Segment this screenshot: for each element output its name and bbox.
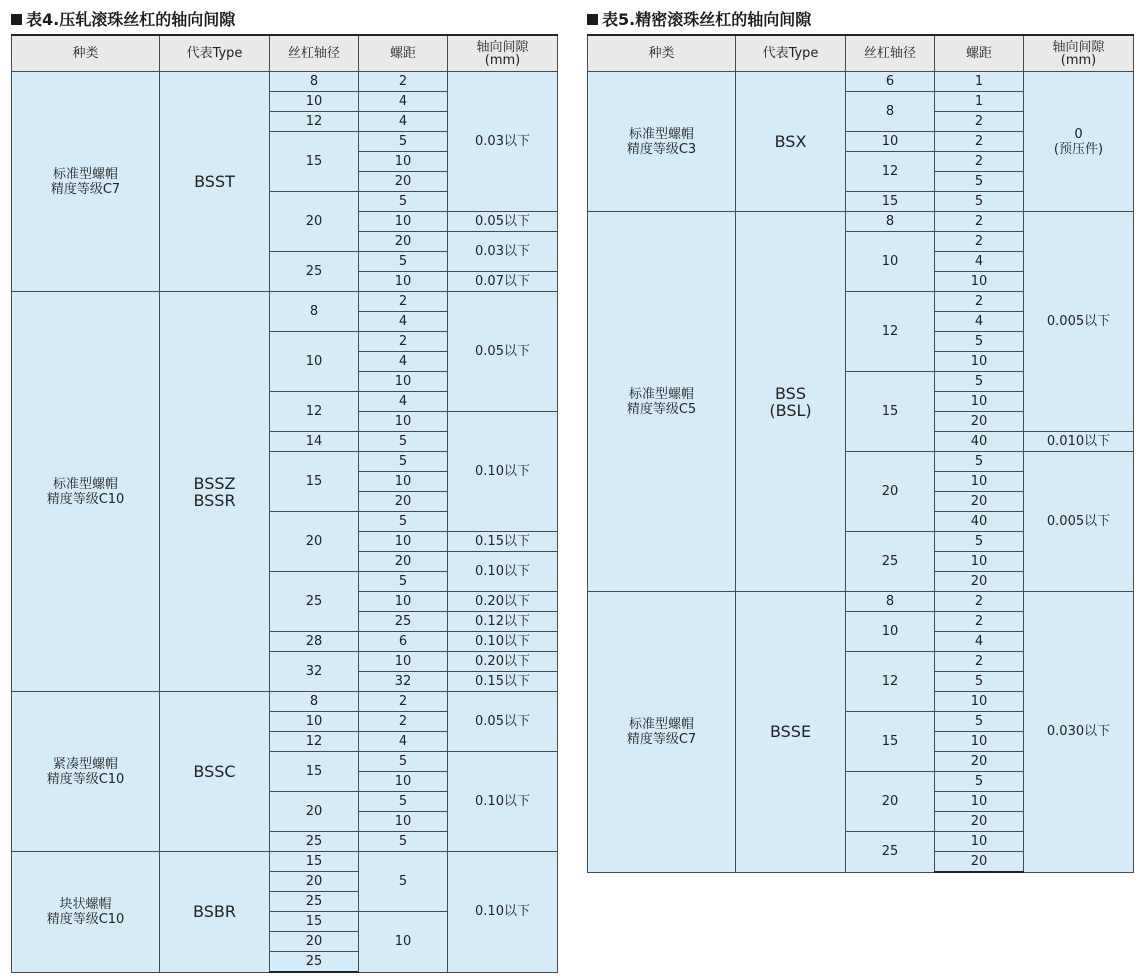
pitch-cell: 5 — [935, 772, 1024, 792]
pitch-cell: 5 — [359, 432, 448, 452]
clearance-cell: 0.07以下 — [448, 272, 558, 292]
header-type: 代表Type — [736, 35, 846, 72]
diameter-cell: 10 — [270, 92, 359, 112]
pitch-cell: 40 — [935, 512, 1024, 532]
table-4-title — [11, 8, 558, 34]
kind-line-1: 标准型螺帽 — [52, 166, 118, 182]
diameter-cell: 25 — [270, 572, 359, 632]
clearance-cell — [1024, 72, 1134, 212]
kind-line-1: 标准型螺帽 — [628, 386, 694, 402]
pitch-cell: 4 — [359, 352, 448, 372]
pitch-cell: 6 — [359, 632, 448, 652]
diameter-cell: 15 — [270, 132, 359, 192]
pitch-cell: 10 — [935, 552, 1024, 572]
pitch-cell: 20 — [359, 232, 448, 252]
diameter-cell: 12 — [846, 292, 935, 372]
clearance-cell: 0.03以下 — [448, 72, 558, 212]
pitch-cell: 4 — [935, 252, 1024, 272]
diameter-cell: 20 — [846, 452, 935, 532]
pitch-cell: 5 — [359, 132, 448, 152]
pitch-cell: 10 — [359, 212, 448, 232]
table-row — [12, 72, 558, 92]
pitch-cell: 25 — [359, 612, 448, 632]
pitch-cell: 5 — [935, 172, 1024, 192]
type-line-1: BSX — [774, 132, 807, 151]
kind-line-2: 精度等级C7 — [626, 731, 697, 747]
pitch-cell: 2 — [935, 652, 1024, 672]
header-clearance-unit: (mm) — [1060, 52, 1097, 68]
pitch-cell: 4 — [359, 312, 448, 332]
pitch-cell: 5 — [359, 792, 448, 812]
diameter-cell: 25 — [270, 832, 359, 852]
clearance-cell: 0.010以下 — [1024, 432, 1134, 452]
diameter-cell: 10 — [270, 332, 359, 392]
header-diameter: 丝杠轴径 — [846, 35, 935, 72]
diameter-cell: 12 — [846, 652, 935, 712]
diameter-cell: 20 — [846, 772, 935, 832]
pitch-cell: 5 — [935, 532, 1024, 552]
type-cell — [160, 292, 270, 692]
header-kind: 种类 — [588, 35, 736, 72]
diameter-cell: 12 — [270, 732, 359, 752]
pitch-cell: 5 — [935, 192, 1024, 212]
table-5-header-row — [588, 35, 1134, 72]
diameter-cell: 10 — [270, 712, 359, 732]
type-line-1: BSSC — [193, 762, 236, 781]
pitch-cell: 4 — [359, 732, 448, 752]
table-4-header-row — [12, 35, 558, 72]
pitch-cell: 10 — [935, 732, 1024, 752]
table-5-title-text: 表5.精密滚珠丝杠的轴向间隙 — [602, 10, 812, 29]
pitch-cell: 10 — [359, 812, 448, 832]
diameter-cell: 15 — [270, 752, 359, 792]
kind-line-1: 标准型螺帽 — [52, 476, 118, 492]
pitch-cell: 5 — [935, 372, 1024, 392]
table-row — [12, 292, 558, 312]
pitch-cell: 10 — [359, 372, 448, 392]
type-line-1: BSS — [774, 383, 806, 403]
pitch-cell: 2 — [935, 592, 1024, 612]
pitch-cell: 10 — [935, 792, 1024, 812]
pitch-cell: 2 — [935, 212, 1024, 232]
pitch-cell: 10 — [935, 352, 1024, 372]
clearance-cell: 0.030以下 — [1024, 592, 1134, 873]
diameter-cell: 15 — [846, 712, 935, 772]
table-5 — [587, 34, 1134, 873]
diameter-cell: 15 — [846, 372, 935, 452]
pitch-cell: 20 — [935, 492, 1024, 512]
type-cell — [160, 72, 270, 292]
pitch-cell: 2 — [935, 112, 1024, 132]
header-clearance-unit: (mm) — [484, 52, 521, 68]
clearance-value: 0 — [1074, 126, 1083, 142]
pitch-cell: 2 — [359, 712, 448, 732]
pitch-cell: 10 — [935, 272, 1024, 292]
type-line-1: BSSE — [769, 722, 812, 742]
pitch-cell: 5 — [935, 332, 1024, 352]
pitch-cell: 10 — [359, 592, 448, 612]
pitch-cell: 10 — [935, 392, 1024, 412]
clearance-cell: 0.05以下 — [448, 212, 558, 232]
pitch-cell: 20 — [935, 752, 1024, 772]
table-row — [12, 692, 558, 712]
pitch-cell: 32 — [359, 672, 448, 692]
type-line-2: BSSR — [193, 490, 236, 510]
pitch-cell: 2 — [359, 292, 448, 312]
pitch-cell: 10 — [359, 412, 448, 432]
type-cell — [736, 592, 846, 873]
pitch-cell: 2 — [935, 232, 1024, 252]
kind-line-2: 精度等级C10 — [46, 911, 125, 927]
kind-line-2: 精度等级C10 — [46, 771, 125, 787]
table-4-block — [11, 8, 558, 973]
kind-cell — [12, 292, 160, 692]
diameter-cell: 20 — [270, 512, 359, 572]
header-clearance — [1024, 35, 1134, 72]
diameter-cell: 28 — [270, 632, 359, 652]
type-line-1: BSBR — [193, 902, 236, 922]
square-bullet-icon — [11, 14, 22, 25]
kind-line-2: 精度等级C5 — [626, 401, 697, 417]
diameter-cell: 6 — [846, 72, 935, 92]
table-row — [588, 212, 1134, 232]
clearance-cell: 0.15以下 — [448, 532, 558, 552]
pitch-cell: 5 — [359, 252, 448, 272]
pitch-cell: 5 — [359, 192, 448, 212]
diameter-cell: 8 — [846, 592, 935, 612]
clearance-cell: 0.005以下 — [1024, 452, 1134, 592]
pitch-cell: 10 — [359, 152, 448, 172]
diameter-cell: 10 — [846, 132, 935, 152]
table-4 — [11, 34, 558, 973]
kind-cell — [588, 212, 736, 592]
pitch-cell: 10 — [359, 912, 448, 973]
pitch-cell: 10 — [935, 832, 1024, 852]
pitch-cell: 20 — [935, 852, 1024, 873]
type-line-1: BSST — [194, 172, 235, 191]
clearance-cell: 0.12以下 — [448, 612, 558, 632]
kind-line-1: 紧凑型螺帽 — [52, 756, 118, 772]
diameter-cell: 15 — [270, 852, 359, 872]
diameter-cell: 15 — [270, 912, 359, 932]
pitch-cell: 20 — [359, 492, 448, 512]
clearance-cell: 0.10以下 — [448, 752, 558, 852]
pitch-cell: 4 — [359, 392, 448, 412]
header-kind: 种类 — [12, 35, 160, 72]
diameter-cell: 15 — [846, 192, 935, 212]
diameter-cell: 8 — [846, 92, 935, 132]
header-type: 代表Type — [160, 35, 270, 72]
pitch-cell: 4 — [935, 312, 1024, 332]
header-clearance-label: 轴向间隙 — [476, 39, 529, 55]
kind-cell — [588, 72, 736, 212]
pitch-cell: 5 — [359, 572, 448, 592]
type-cell — [160, 852, 270, 973]
table-row — [588, 72, 1134, 92]
clearance-cell: 0.10以下 — [448, 552, 558, 592]
kind-cell — [12, 72, 160, 292]
type-line-2: (BSL) — [769, 400, 812, 420]
pitch-cell: 40 — [935, 432, 1024, 452]
header-pitch: 螺距 — [359, 35, 448, 72]
pitch-cell: 10 — [935, 692, 1024, 712]
clearance-cell: 0.20以下 — [448, 592, 558, 612]
pitch-cell: 10 — [359, 532, 448, 552]
clearance-cell: 0.15以下 — [448, 672, 558, 692]
kind-line-1: 块状螺帽 — [59, 896, 112, 912]
pitch-cell: 4 — [359, 92, 448, 112]
diameter-cell: 25 — [270, 252, 359, 292]
header-pitch: 螺距 — [935, 35, 1024, 72]
diameter-cell: 10 — [846, 232, 935, 292]
kind-line-2: 精度等级C7 — [50, 181, 121, 197]
table-4-body — [12, 72, 558, 973]
square-bullet-icon — [587, 14, 598, 25]
header-diameter: 丝杠轴径 — [270, 35, 359, 72]
diameter-cell: 12 — [846, 152, 935, 192]
table-5-body — [588, 72, 1134, 873]
diameter-cell: 32 — [270, 652, 359, 692]
header-clearance-label: 轴向间隙 — [1052, 39, 1105, 55]
diameter-cell: 20 — [270, 932, 359, 952]
kind-line-1: 标准型螺帽 — [628, 126, 694, 142]
diameter-cell: 8 — [270, 692, 359, 712]
clearance-cell: 0.05以下 — [448, 292, 558, 412]
pitch-cell: 10 — [359, 472, 448, 492]
diameter-cell: 25 — [270, 892, 359, 912]
pitch-cell: 1 — [935, 72, 1024, 92]
pitch-cell: 20 — [935, 412, 1024, 432]
pitch-cell: 2 — [935, 612, 1024, 632]
diameter-cell: 25 — [846, 832, 935, 873]
pitch-cell: 20 — [935, 812, 1024, 832]
pitch-cell: 2 — [359, 332, 448, 352]
kind-line-2: 精度等级C10 — [46, 491, 125, 507]
pitch-cell: 2 — [359, 692, 448, 712]
pitch-cell: 5 — [359, 452, 448, 472]
type-line-1: BSSZ — [193, 473, 236, 493]
diameter-cell: 14 — [270, 432, 359, 452]
kind-cell — [12, 852, 160, 973]
clearance-cell: 0.10以下 — [448, 632, 558, 652]
diameter-cell: 12 — [270, 112, 359, 132]
kind-cell — [588, 592, 736, 873]
clearance-cell: 0.20以下 — [448, 652, 558, 672]
pitch-cell: 4 — [359, 112, 448, 132]
pitch-cell: 10 — [935, 472, 1024, 492]
pitch-cell: 2 — [359, 72, 448, 92]
type-cell — [736, 72, 846, 212]
pitch-cell: 2 — [935, 152, 1024, 172]
table-5-title — [587, 8, 1134, 34]
kind-cell — [12, 692, 160, 852]
pitch-cell: 5 — [359, 832, 448, 852]
type-cell — [736, 212, 846, 592]
table-5-block — [587, 8, 1134, 873]
diameter-cell: 20 — [270, 872, 359, 892]
clearance-cell: 0.05以下 — [448, 692, 558, 752]
diameter-cell: 10 — [846, 612, 935, 652]
diameter-cell: 8 — [270, 72, 359, 92]
diameter-cell: 25 — [846, 532, 935, 592]
table-row — [12, 852, 558, 872]
diameter-cell: 12 — [270, 392, 359, 432]
pitch-cell: 2 — [935, 292, 1024, 312]
diameter-cell: 25 — [270, 952, 359, 973]
pitch-cell: 20 — [359, 552, 448, 572]
diameter-cell: 20 — [270, 192, 359, 252]
pitch-cell: 5 — [935, 452, 1024, 472]
pitch-cell: 10 — [359, 652, 448, 672]
diameter-cell: 8 — [846, 212, 935, 232]
pitch-cell: 5 — [359, 512, 448, 532]
diameter-cell: 8 — [270, 292, 359, 332]
clearance-cell: 0.10以下 — [448, 412, 558, 532]
kind-line-2: 精度等级C3 — [626, 141, 697, 157]
pitch-cell: 20 — [359, 172, 448, 192]
diameter-cell: 15 — [270, 452, 359, 512]
type-cell — [160, 692, 270, 852]
clearance-note: (预压件) — [1053, 141, 1104, 157]
pitch-cell: 20 — [935, 572, 1024, 592]
pitch-cell: 10 — [359, 272, 448, 292]
pitch-cell: 5 — [935, 712, 1024, 732]
diameter-cell: 20 — [270, 792, 359, 832]
pitch-cell: 2 — [935, 132, 1024, 152]
clearance-cell: 0.03以下 — [448, 232, 558, 272]
clearance-cell: 0.005以下 — [1024, 212, 1134, 432]
pitch-cell: 5 — [359, 752, 448, 772]
pitch-cell: 5 — [359, 852, 448, 912]
table-4-title-text: 表4.压轧滚珠丝杠的轴向间隙 — [26, 10, 236, 29]
pitch-cell: 5 — [935, 672, 1024, 692]
pitch-cell: 4 — [935, 632, 1024, 652]
pitch-cell: 10 — [359, 772, 448, 792]
clearance-cell: 0.10以下 — [448, 852, 558, 973]
table-row — [588, 592, 1134, 612]
pitch-cell: 1 — [935, 92, 1024, 112]
kind-line-1: 标准型螺帽 — [628, 716, 694, 732]
header-clearance — [448, 35, 558, 72]
